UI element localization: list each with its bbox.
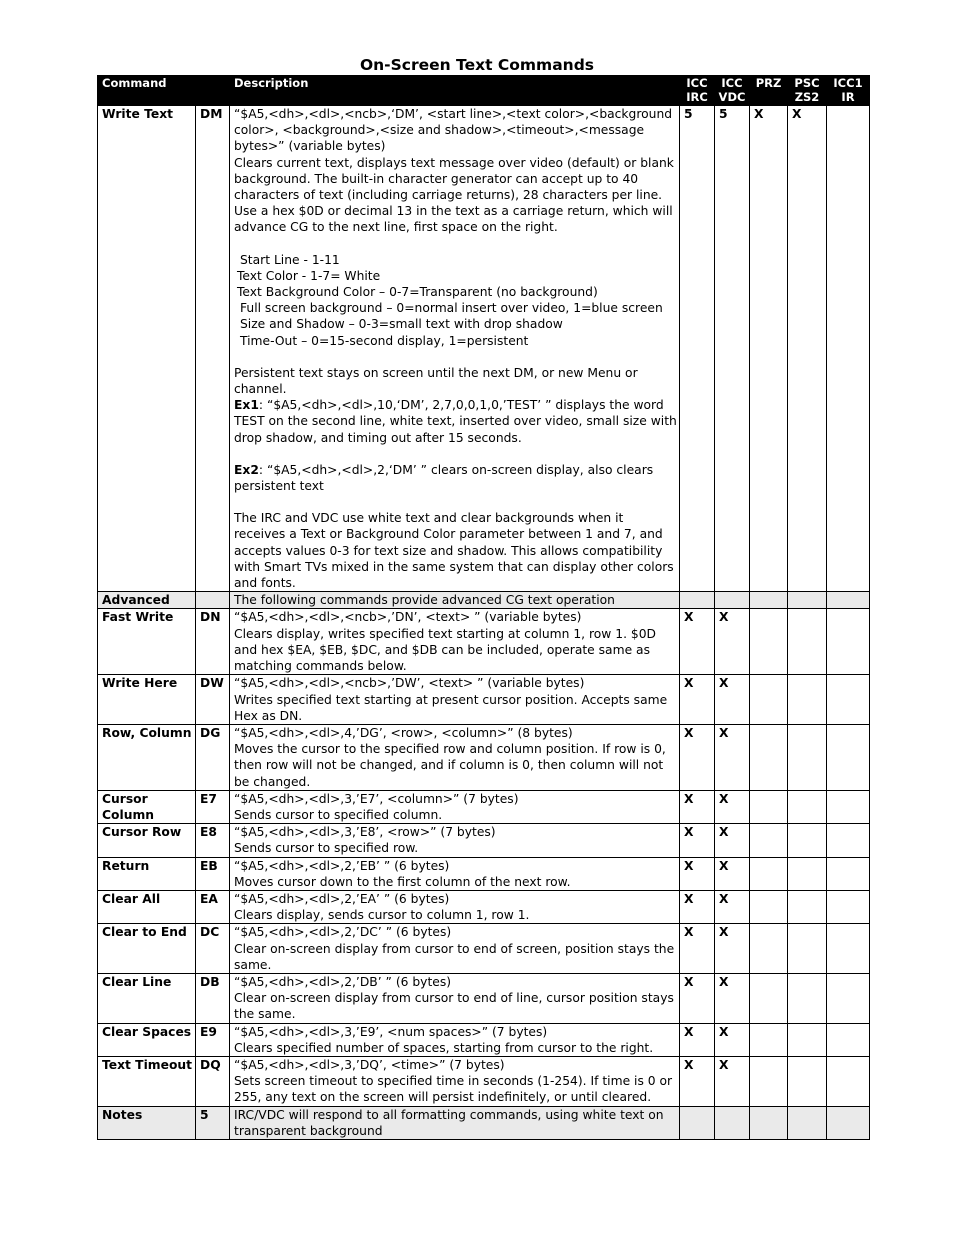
- support-mark: X: [680, 890, 715, 923]
- table-row-notes: [98, 1106, 870, 1139]
- command-name: Return: [98, 857, 196, 890]
- command-code: EA: [196, 890, 230, 923]
- command-syntax: “$A5,<dh>,<dl>,<ncb>,’DW’, <text> ” (variable bytes): [234, 676, 585, 691]
- support-mark: X: [715, 724, 750, 790]
- command-code: DQ: [196, 1056, 230, 1106]
- support-mark: X: [715, 890, 750, 923]
- description-text: Clear on-screen display from cursor to end of screen, position stays the same.: [234, 941, 675, 972]
- command-syntax: “$A5,<dh>,<dl>,2,’EA’ ” (6 bytes): [234, 891, 450, 906]
- support-mark: X: [680, 857, 715, 890]
- command-syntax: “$A5,<dh>,<dl>,2,’DB’ ” (6 bytes): [234, 974, 452, 989]
- command-syntax: “$A5,<dh>,<dl>,<ncb>,’DN’, <text> ” (variable bytes): [234, 610, 582, 625]
- support-mark: [750, 857, 788, 890]
- support-mark: [750, 924, 788, 974]
- command-description: [230, 106, 680, 592]
- notes-label: Notes: [98, 1106, 196, 1139]
- example-1: Ex1: “$A5,<dh>,<dl>,10,‘DM’, 2,7,0,0,1,0,’TEST’ ” displays the word TEST on the second line, white text, inserted over video, small size with drop shadow, and timing out after 15 seconds.: [234, 398, 677, 445]
- support-mark: [827, 106, 870, 592]
- section-description: The following commands provide advanced CG text operation: [230, 592, 680, 609]
- support-mark: [750, 1023, 788, 1056]
- param-text-color: Text Color - 1-7= White: [237, 268, 381, 283]
- table-row-advanced: [98, 592, 870, 609]
- support-mark: [827, 609, 870, 675]
- description-text: Clears current text, displays text message over video (default) or blank background. The built-in character generator can accept up to 40 characters of text (including carriage returns), 28 characters per line. Use a hex $0D or decimal 13 in the text as a carriage return, which will advance CG to the next line, first space on the right.: [234, 155, 674, 235]
- page-title: On-Screen Text Commands: [359, 56, 595, 74]
- support-mark: [788, 790, 827, 823]
- support-mark: X: [680, 609, 715, 675]
- command-name: Write Here: [98, 675, 196, 725]
- command-code: E9: [196, 1023, 230, 1056]
- command-code: E7: [196, 790, 230, 823]
- command-name: Clear Spaces: [98, 1023, 196, 1056]
- support-mark: X: [715, 924, 750, 974]
- param-bg-color: Text Background Color – 0-7=Transparent (no background): [237, 285, 598, 300]
- command-code: E8: [196, 824, 230, 857]
- command-description: [230, 724, 680, 790]
- command-name: Clear All: [98, 890, 196, 923]
- header-row: [98, 76, 870, 106]
- command-description: [230, 824, 680, 857]
- description-text: Clear on-screen display from cursor to end of line, cursor position stays the same.: [234, 991, 674, 1022]
- description-text: Moves cursor down to the first column of the next row.: [234, 874, 571, 889]
- support-mark: [788, 675, 827, 725]
- table-row: [98, 890, 870, 923]
- command-code: DB: [196, 973, 230, 1023]
- support-mark: [750, 973, 788, 1023]
- section-code: [196, 592, 230, 609]
- command-syntax: “$A5,<dh>,<dl>,<ncb>,‘DM’, <start line>,<text color>,<background color>, <background>,<size and shadow>,<timeout>,<message bytes>” (variable bytes): [234, 107, 673, 154]
- description-header: Description: [230, 76, 680, 106]
- support-mark: X: [715, 790, 750, 823]
- command-syntax: “$A5,<dh>,<dl>,2,’EB’ ” (6 bytes): [234, 858, 450, 873]
- command-description: [230, 924, 680, 974]
- table-row: [98, 790, 870, 823]
- support-mark: X: [680, 1056, 715, 1106]
- command-syntax: “$A5,<dh>,<dl>,3,’E8’, <row>” (7 bytes): [234, 825, 496, 840]
- support-mark: [788, 973, 827, 1023]
- product-header-icc-vdc: ICC VDC: [715, 76, 750, 106]
- support-mark: [788, 857, 827, 890]
- support-mark: [827, 1056, 870, 1106]
- command-name: Cursor Column: [98, 790, 196, 823]
- product-header-prz: PRZ: [750, 76, 788, 106]
- command-description: [230, 973, 680, 1023]
- command-code: DM: [196, 106, 230, 592]
- support-mark: [750, 609, 788, 675]
- command-name: Cursor Row: [98, 824, 196, 857]
- command-syntax: “$A5,<dh>,<dl>,3,’DQ’, <time>” (7 bytes): [234, 1057, 505, 1072]
- command-syntax: “$A5,<dh>,<dl>,2,’DC’ ” (6 bytes): [234, 925, 452, 940]
- command-code: DW: [196, 675, 230, 725]
- command-description: [230, 857, 680, 890]
- command-syntax: “$A5,<dh>,<dl>,4,’DG’, <row>, <column>” (8 bytes): [234, 725, 573, 740]
- support-mark: X: [715, 857, 750, 890]
- example-2: Ex2: “$A5,<dh>,<dl>,2,‘DM’ ” clears on-screen display, also clears persistent text: [234, 462, 654, 494]
- support-mark: [788, 1023, 827, 1056]
- command-description: [230, 1056, 680, 1106]
- support-mark: [827, 973, 870, 1023]
- support-mark: X: [680, 824, 715, 857]
- support-mark: X: [680, 973, 715, 1023]
- command-table: [97, 75, 870, 1140]
- support-mark: [788, 824, 827, 857]
- product-header-icc1-ir: ICC1 IR: [827, 76, 870, 106]
- persistent-note: Persistent text stays on screen until the next DM, or new Menu or channel.: [234, 365, 638, 397]
- command-code: DN: [196, 609, 230, 675]
- support-mark: [827, 857, 870, 890]
- support-mark: [827, 890, 870, 923]
- command-description: [230, 790, 680, 823]
- description-text: Sends cursor to specified column.: [234, 807, 443, 822]
- support-mark: [750, 890, 788, 923]
- support-mark: [788, 890, 827, 923]
- support-mark: X: [715, 1023, 750, 1056]
- command-description: [230, 609, 680, 675]
- command-description: [230, 1023, 680, 1056]
- command-description: [230, 890, 680, 923]
- command-name: Fast Write: [98, 609, 196, 675]
- support-mark: [827, 824, 870, 857]
- support-mark: [788, 724, 827, 790]
- param-timeout: Time-Out – 0=15-second display, 1=persistent: [240, 333, 529, 348]
- command-name: Clear to End: [98, 924, 196, 974]
- support-mark: [750, 724, 788, 790]
- table-row: [98, 857, 870, 890]
- support-mark: X: [680, 924, 715, 974]
- support-mark: [827, 1023, 870, 1056]
- table-row-write-text: [98, 106, 870, 592]
- description-text: Clears specified number of spaces, starting from cursor to the right.: [234, 1040, 654, 1055]
- support-mark: X: [715, 1056, 750, 1106]
- command-header: Command: [98, 76, 230, 106]
- support-mark: X: [715, 675, 750, 725]
- table-row: [98, 609, 870, 675]
- table-row: [98, 675, 870, 725]
- support-mark: [827, 924, 870, 974]
- table-row: [98, 924, 870, 974]
- command-code: DG: [196, 724, 230, 790]
- table-row: [98, 724, 870, 790]
- param-full-bg: Full screen background – 0=normal insert over video, 1=blue screen: [240, 301, 663, 316]
- command-name: Write Text: [98, 106, 196, 592]
- support-mark: [750, 790, 788, 823]
- table-row: [98, 824, 870, 857]
- support-mark: [827, 675, 870, 725]
- support-mark: X: [715, 609, 750, 675]
- support-mark: [827, 790, 870, 823]
- table-row: [98, 973, 870, 1023]
- table-row: [98, 1023, 870, 1056]
- support-mark: X: [750, 106, 788, 592]
- command-name: Row, Column: [98, 724, 196, 790]
- support-mark: [788, 1056, 827, 1106]
- command-syntax: “$A5,<dh>,<dl>,3,’E7’, <column>” (7 bytes): [234, 791, 519, 806]
- param-size-shadow: Size and Shadow – 0-3=small text with drop shadow: [240, 317, 563, 332]
- support-mark: X: [680, 675, 715, 725]
- section-name: Advanced: [98, 592, 196, 609]
- description-text: Sends cursor to specified row.: [234, 841, 419, 856]
- command-name: Clear Line: [98, 973, 196, 1023]
- support-mark: [788, 924, 827, 974]
- support-mark: X: [715, 973, 750, 1023]
- support-mark: 5: [680, 106, 715, 592]
- command-code: EB: [196, 857, 230, 890]
- support-mark: X: [680, 1023, 715, 1056]
- notes-text: IRC/VDC will respond to all formatting commands, using white text on transparent background: [230, 1106, 680, 1139]
- description-text: Clears display, sends cursor to column 1, row 1.: [234, 908, 530, 923]
- support-mark: 5: [715, 106, 750, 592]
- support-mark: [750, 824, 788, 857]
- support-mark: [827, 724, 870, 790]
- support-mark: [750, 1056, 788, 1106]
- product-header-psc-zs2: PSC ZS2: [788, 76, 827, 106]
- support-mark: X: [680, 790, 715, 823]
- table-row: [98, 1056, 870, 1106]
- support-mark: [788, 609, 827, 675]
- support-mark: [750, 675, 788, 725]
- command-name: Text Timeout: [98, 1056, 196, 1106]
- command-description: [230, 675, 680, 725]
- description-text: Moves the cursor to the specified row and column position. If row is 0, then row will not be changed, and if column is 0, then column will not be changed.: [234, 742, 666, 789]
- description-text: Clears display, writes specified text starting at column 1, row 1. $0D and hex $EA, $EB, $DC, and $DB can be included, operate same as matching commands below.: [234, 626, 657, 674]
- command-syntax: “$A5,<dh>,<dl>,3,’E9’, <num spaces>” (7 bytes): [234, 1024, 548, 1039]
- product-header-icc-irc: ICC IRC: [680, 76, 715, 106]
- support-mark: X: [680, 724, 715, 790]
- description-text: Writes specified text starting at present cursor position. Accepts same Hex as DN.: [234, 692, 668, 723]
- support-mark: X: [788, 106, 827, 592]
- param-start-line: Start Line - 1-11: [240, 252, 340, 267]
- irc-vdc-note: The IRC and VDC use white text and clear backgrounds when it receives a Text or Background Color parameter between 1 and 7, and accepts values 0-3 for text size and shadow. This allows compatibility with Smart TVs mixed in the same system that can display other colors and fonts.: [234, 511, 674, 591]
- command-code: DC: [196, 924, 230, 974]
- notes-code: 5: [196, 1106, 230, 1139]
- description-text: Sets screen timeout to specified time in seconds (1-254). If time is 0 or 255, any text on the screen will persist indefinitely, or until cleared.: [234, 1074, 673, 1105]
- support-mark: X: [715, 824, 750, 857]
